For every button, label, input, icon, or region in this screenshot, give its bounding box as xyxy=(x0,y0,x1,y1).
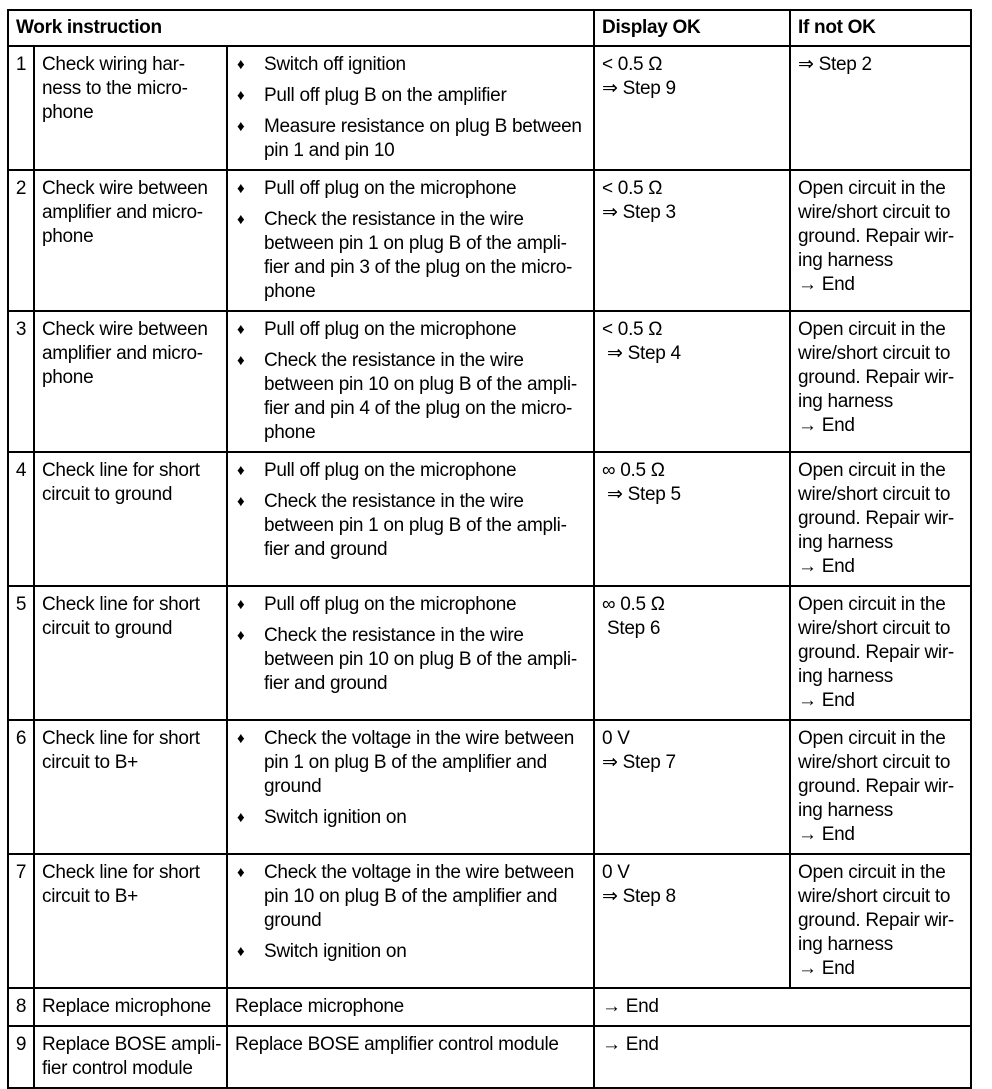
text-line: Check wire between xyxy=(42,319,208,340)
if-not-ok-value xyxy=(790,311,971,452)
step-number: 5 xyxy=(8,586,34,720)
table-row xyxy=(8,1026,971,1088)
text-line: wire/short circuit to xyxy=(798,618,951,639)
instruction-steps xyxy=(227,311,594,452)
text-line: ground xyxy=(264,776,322,797)
text-line: circuit to B+ xyxy=(42,886,138,907)
instruction-item xyxy=(235,84,587,108)
check-description xyxy=(34,720,227,854)
instruction-item xyxy=(235,349,587,445)
if-not-ok-value xyxy=(790,854,971,988)
instruction-steps xyxy=(227,586,594,720)
instruction-list xyxy=(235,53,587,163)
text-line: ♦ Pull off plug on the microphone xyxy=(264,178,517,199)
text-line: phone xyxy=(42,226,94,247)
text-line: → End xyxy=(798,274,855,295)
check-description xyxy=(34,854,227,988)
text-line: Open circuit in the xyxy=(798,594,946,615)
check-description xyxy=(34,988,227,1026)
header-work-instruction: Work instruction xyxy=(8,10,594,46)
text-line: → End xyxy=(798,556,855,577)
instruction-item xyxy=(235,940,587,964)
check-description xyxy=(34,1026,227,1088)
step-number: 9 xyxy=(8,1026,34,1088)
step-number: 2 xyxy=(8,170,34,311)
text-line: between pin 1 on plug B of the ampli- xyxy=(264,515,567,536)
text-line: ⇒ Step 9 xyxy=(602,78,676,99)
text-line: phone xyxy=(264,422,316,443)
if-not-ok-value xyxy=(790,170,971,311)
text-line: ⇒ Step 8 xyxy=(602,886,676,907)
text-line: → End xyxy=(798,824,855,845)
text-line: ♦ Check the voltage in the wire between xyxy=(264,728,574,749)
instruction-item xyxy=(235,208,587,304)
text-line: between pin 1 on plug B of the ampli- xyxy=(264,233,567,254)
instruction-item xyxy=(235,115,587,163)
step-number: 6 xyxy=(8,720,34,854)
text-line: amplifier and micro- xyxy=(42,202,203,223)
instruction-list xyxy=(235,727,587,830)
text-line: pin 1 and pin 10 xyxy=(264,140,395,161)
text-line: fier and pin 4 of the plug on the micro- xyxy=(264,398,573,419)
text-line: ∞ 0.5 Ω xyxy=(602,594,665,615)
text-line: Open circuit in the xyxy=(798,319,946,340)
text-line: 0 V xyxy=(602,728,630,749)
text-line: Check line for short xyxy=(42,728,200,749)
instruction-item xyxy=(235,53,587,77)
instruction-item xyxy=(235,727,587,799)
text-line: ♦ Check the resistance in the wire xyxy=(264,209,524,230)
instruction-steps xyxy=(227,854,594,988)
work-instruction-table xyxy=(7,9,972,1089)
if-not-ok-value xyxy=(790,46,971,170)
instruction-list xyxy=(235,861,587,964)
text-line: Check wire between xyxy=(42,178,208,199)
instruction-steps xyxy=(227,170,594,311)
text-line: Check line for short xyxy=(42,460,200,481)
text-line: ing harness xyxy=(798,250,893,271)
text-line: circuit to ground xyxy=(42,484,173,505)
header-if-not-ok: If not OK xyxy=(790,10,971,46)
text-line: Open circuit in the xyxy=(798,862,946,883)
text-line: ing harness xyxy=(798,666,893,687)
display-ok-value xyxy=(594,311,790,452)
display-ok-value xyxy=(594,46,790,170)
step-number: 1 xyxy=(8,46,34,170)
instruction-list xyxy=(235,318,587,445)
text-line: ♦ Pull off plug on the microphone xyxy=(264,319,517,340)
text-line: Replace BOSE ampli- xyxy=(42,1034,222,1055)
text-line: pin 10 on plug B of the amplifier and xyxy=(264,886,558,907)
text-line: → End xyxy=(798,958,855,979)
text-line: ground. Repair wir- xyxy=(798,367,954,388)
text-line: ♦ Pull off plug on the microphone xyxy=(264,460,517,481)
text-line: ⇒ Step 2 xyxy=(798,54,872,75)
check-description xyxy=(34,170,227,311)
text-line: wire/short circuit to xyxy=(798,343,951,364)
table-row xyxy=(8,586,971,720)
instruction-steps xyxy=(227,46,594,170)
text-line: ♦ Pull off plug B on the amplifier xyxy=(264,85,507,106)
text-line: ♦ Check the resistance in the wire xyxy=(264,350,524,371)
if-not-ok-value xyxy=(790,720,971,854)
check-description xyxy=(34,586,227,720)
table-row xyxy=(8,170,971,311)
text-line: ♦ Pull off plug on the microphone xyxy=(264,594,517,615)
text-line: ing harness xyxy=(798,934,893,955)
table-row xyxy=(8,988,971,1026)
text-line: phone xyxy=(264,281,316,302)
text-line: Check line for short xyxy=(42,594,200,615)
text-line: ground. Repair wir- xyxy=(798,508,954,529)
text-line: Step 6 xyxy=(602,618,661,639)
text-line: wire/short circuit to xyxy=(798,886,951,907)
text-line: ⇒ Step 4 xyxy=(602,343,681,364)
table-row xyxy=(8,854,971,988)
instruction-list xyxy=(235,459,587,562)
text-line: Open circuit in the xyxy=(798,460,946,481)
text-line: fier control module xyxy=(42,1058,193,1079)
step-number: 3 xyxy=(8,311,34,452)
instruction-item xyxy=(235,593,587,617)
text-line: ∞ 0.5 Ω xyxy=(602,460,665,481)
text-line: ♦ Switch ignition on xyxy=(264,807,407,828)
instruction-steps xyxy=(227,452,594,586)
instruction-item xyxy=(235,318,587,342)
text-line: ♦ Check the voltage in the wire between xyxy=(264,862,574,883)
check-description xyxy=(34,452,227,586)
check-description xyxy=(34,311,227,452)
text-line: Open circuit in the xyxy=(798,178,946,199)
text-line: → End xyxy=(798,415,855,436)
text-line: Replace microphone xyxy=(42,996,211,1017)
result-value: → End xyxy=(594,988,971,1026)
table-row xyxy=(8,720,971,854)
text-line: circuit to ground xyxy=(42,618,173,639)
text-line: ♦ Switch ignition on xyxy=(264,941,407,962)
display-ok-value xyxy=(594,452,790,586)
instruction-item xyxy=(235,806,587,830)
instruction-steps xyxy=(227,720,594,854)
text-line: ing harness xyxy=(798,532,893,553)
text-line: ♦ Measure resistance on plug B between xyxy=(264,116,582,137)
text-line: < 0.5 Ω xyxy=(602,178,663,199)
instruction-action: Replace BOSE amplifier control module xyxy=(227,1026,594,1088)
text-line: ⇒ Step 5 xyxy=(602,484,681,505)
instruction-item xyxy=(235,177,587,201)
display-ok-value xyxy=(594,586,790,720)
text-line: ground. Repair wir- xyxy=(798,776,954,797)
instruction-item xyxy=(235,861,587,933)
text-line: ing harness xyxy=(798,800,893,821)
text-line: ness to the micro- xyxy=(42,78,188,99)
if-not-ok-value xyxy=(790,586,971,720)
display-ok-value xyxy=(594,170,790,311)
text-line: phone xyxy=(42,367,94,388)
text-line: fier and ground xyxy=(264,673,388,694)
header-row xyxy=(8,10,971,46)
text-line: 0 V xyxy=(602,862,630,883)
header-display-ok: Display OK xyxy=(594,10,790,46)
step-number: 7 xyxy=(8,854,34,988)
instruction-item xyxy=(235,459,587,483)
text-line: → End xyxy=(798,690,855,711)
step-number: 4 xyxy=(8,452,34,586)
text-line: wire/short circuit to xyxy=(798,752,951,773)
instruction-list xyxy=(235,177,587,304)
text-line: Check line for short xyxy=(42,862,200,883)
instruction-list xyxy=(235,593,587,696)
text-line: ⇒ Step 7 xyxy=(602,752,676,773)
text-line: ing harness xyxy=(798,391,893,412)
table-body xyxy=(8,46,971,1088)
text-line: < 0.5 Ω xyxy=(602,54,663,75)
text-line: Open circuit in the xyxy=(798,728,946,749)
text-line: circuit to B+ xyxy=(42,752,138,773)
step-number: 8 xyxy=(8,988,34,1026)
text-line: Check wiring har- xyxy=(42,54,185,75)
instruction-item xyxy=(235,490,587,562)
text-line: ground. Repair wir- xyxy=(798,910,954,931)
text-line: wire/short circuit to xyxy=(798,484,951,505)
text-line: < 0.5 Ω xyxy=(602,319,663,340)
display-ok-value xyxy=(594,720,790,854)
text-line: between pin 10 on plug B of the ampli- xyxy=(264,649,577,670)
display-ok-value xyxy=(594,854,790,988)
table-row xyxy=(8,452,971,586)
text-line: between pin 10 on plug B of the ampli- xyxy=(264,374,577,395)
instruction-item xyxy=(235,624,587,696)
text-line: ♦ Check the resistance in the wire xyxy=(264,491,524,512)
table-row xyxy=(8,311,971,452)
text-line: ground xyxy=(264,910,322,931)
text-line: wire/short circuit to xyxy=(798,202,951,223)
text-line: ♦ Switch off ignition xyxy=(264,54,406,75)
table-row xyxy=(8,46,971,170)
text-line: pin 1 on plug B of the amplifier and xyxy=(264,752,547,773)
instruction-action: Replace microphone xyxy=(227,988,594,1026)
text-line: ⇒ Step 3 xyxy=(602,202,676,223)
check-description xyxy=(34,46,227,170)
text-line: phone xyxy=(42,102,94,123)
text-line: ♦ Check the resistance in the wire xyxy=(264,625,524,646)
text-line: fier and ground xyxy=(264,539,388,560)
if-not-ok-value xyxy=(790,452,971,586)
result-value: → End xyxy=(594,1026,971,1088)
text-line: amplifier and micro- xyxy=(42,343,203,364)
text-line: fier and pin 3 of the plug on the micro- xyxy=(264,257,573,278)
text-line: ground. Repair wir- xyxy=(798,226,954,247)
text-line: ground. Repair wir- xyxy=(798,642,954,663)
